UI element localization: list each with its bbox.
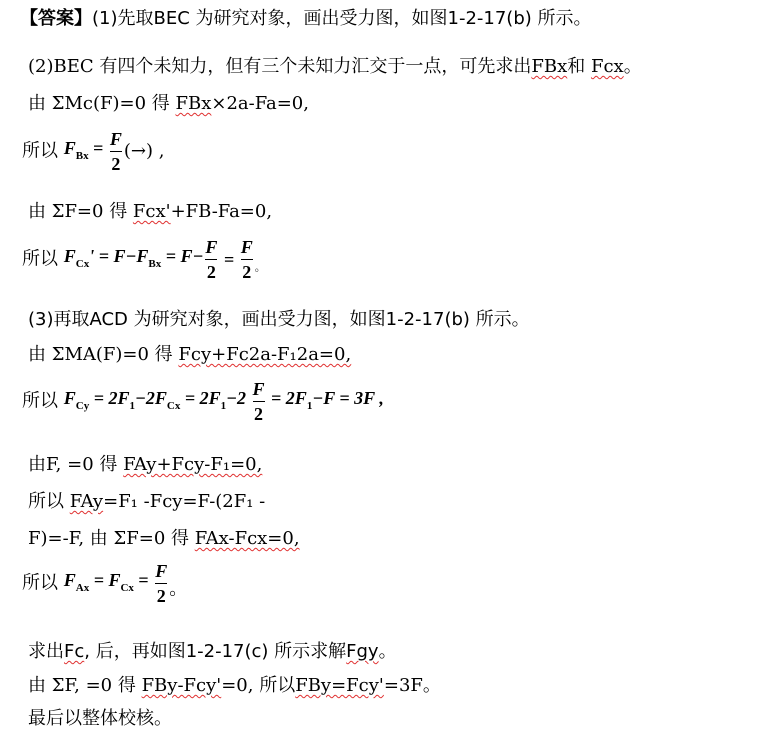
fraction-bar — [205, 259, 217, 260]
fbx-subscript: Bx — [148, 257, 162, 270]
answer-heading-line — [20, 7, 592, 31]
expr-part: = F− — [161, 245, 204, 266]
fbx-term: FBx — [531, 56, 568, 77]
fgy-line — [28, 640, 397, 664]
so-text: 所以 — [22, 248, 64, 270]
fgy-middle: , 后，再如图1-2-17(c) 所示求解 — [84, 641, 347, 662]
final-check-line — [28, 707, 172, 731]
fraction — [155, 560, 167, 607]
fraction-bar — [110, 151, 122, 152]
fay-term: FAy — [69, 491, 104, 512]
fraction-denominator: 2 — [242, 262, 252, 282]
force-eq-line — [28, 200, 272, 224]
period: 。 — [169, 578, 188, 600]
expr-part: −2 — [226, 387, 251, 408]
fcx-prime-term: Fcx' — [132, 201, 171, 222]
fcy-subscript: Cy — [75, 399, 90, 412]
fraction-numerator: F — [109, 129, 122, 149]
step3-line — [28, 308, 530, 332]
fcx-subscript: Cx — [120, 581, 134, 594]
force-eq-rest: +FB-Fa=0, — [170, 201, 273, 222]
direction-text: (→) , — [123, 140, 165, 162]
expr-part: ' = F−F — [89, 245, 149, 266]
fraction-denominator: 2 — [111, 154, 121, 174]
fax-eq-body: FAx-Fcx=0, — [194, 528, 300, 549]
fbx-subscript: Bx — [75, 149, 89, 162]
ma-eq-prefix: 由 ΣMA(F)=0 得 — [28, 344, 179, 365]
period: 。 — [623, 56, 642, 77]
subscript: 1 — [306, 399, 313, 412]
expr-part: = 2F — [180, 387, 221, 408]
fbx-symbol: F — [63, 137, 76, 158]
step2-line — [28, 55, 642, 79]
fraction-bar — [241, 259, 253, 260]
fraction — [253, 378, 265, 425]
so-text: 所以 — [28, 491, 70, 512]
force-eq-prefix: 由 ΣF=0 得 — [28, 201, 133, 222]
fay-eq-body: FAy+Fcy-F₁=0, — [123, 454, 263, 475]
fby-end: =3F。 — [383, 675, 441, 696]
fay-result-rest: =F₁ -Fcy=F-(2F₁ - — [103, 491, 266, 512]
ma-eq-line — [28, 343, 351, 367]
fby-line — [28, 674, 441, 698]
period: 。 — [378, 641, 397, 662]
fax-result-line — [22, 560, 187, 612]
fby-middle: =0, 所以 — [221, 675, 296, 696]
fraction-denominator: 2 — [254, 404, 264, 424]
fby-result: FBy=Fcy' — [295, 675, 384, 696]
so-text: 所以 — [22, 390, 64, 412]
expr-part: = F — [89, 569, 121, 590]
final-check-text: 最后以整体校核。 — [28, 708, 172, 729]
fay-eq-prefix: 由F, =0 得 — [28, 454, 124, 475]
fbx-result-line — [22, 128, 164, 180]
so-text: 所以 — [22, 140, 64, 162]
ma-eq-body: Fcy+Fc2a-F₁2a=0, — [178, 344, 352, 365]
expr-part: −F = 3F , — [312, 387, 384, 408]
subscript: Cx — [166, 399, 181, 412]
step2-text: (2)BEC 有四个未知力，但有三个未知力汇交于一点，可先求出 — [28, 56, 532, 77]
answer-label: 【答案】 — [20, 8, 92, 29]
fraction-numerator: F — [155, 561, 168, 581]
moment-eq-rest: ×2a-Fa=0, — [211, 93, 309, 114]
fraction-numerator: F — [252, 379, 265, 399]
period: 。 — [254, 260, 266, 274]
fgy-term: Fgy — [346, 641, 379, 662]
moment-eq-prefix: 由 ΣMc(F)=0 得 — [28, 93, 176, 114]
equals: = — [219, 249, 239, 270]
fby-eq: FBy-Fcy' — [141, 675, 222, 696]
step3-text: (3)再取ACD 为研究对象，画出受力图，如图1-2-17(b) 所示。 — [28, 309, 530, 330]
subscript: 1 — [220, 399, 227, 412]
equals: = — [133, 569, 154, 590]
fcy-symbol: F — [63, 387, 76, 408]
fax-eq-line — [28, 527, 300, 551]
fax-eq-prefix: F)=-F, 由 ΣF=0 得 — [28, 528, 195, 549]
fraction-numerator: F — [205, 237, 218, 257]
fraction-bar — [253, 401, 265, 402]
expr-part: = 2F — [266, 387, 307, 408]
and-text: 和 — [567, 56, 591, 77]
fax-symbol: F — [63, 569, 76, 590]
step1-text: (1)先取BEC 为研究对象，画出受力图，如图1-2-17(b) 所示。 — [92, 8, 592, 29]
fby-prefix: 由 ΣF, =0 得 — [28, 675, 142, 696]
moment-eq-line — [28, 92, 309, 116]
fcx-term: Fcx — [590, 56, 624, 77]
fc-term: Fc — [64, 641, 85, 662]
so-text: 所以 — [22, 572, 64, 594]
equals: = — [88, 137, 108, 158]
fraction — [241, 236, 253, 283]
fay-eq-line — [28, 453, 262, 477]
fgy-prefix: 求出 — [28, 641, 64, 662]
subscript: 1 — [129, 399, 135, 412]
moment-eq-fbx: FBx — [175, 93, 212, 114]
fcx-result-line — [22, 236, 266, 288]
fay-result-line — [28, 490, 265, 514]
fraction-denominator: 2 — [156, 586, 166, 606]
fax-subscript: Ax — [75, 581, 90, 594]
fraction-bar — [155, 583, 167, 584]
fraction — [205, 236, 217, 283]
fraction — [110, 128, 122, 175]
expr-part: −2F — [134, 387, 167, 408]
expr-part: = 2F — [89, 387, 130, 408]
fcy-result-line — [22, 378, 384, 430]
fraction-numerator: F — [240, 237, 253, 257]
fraction-denominator: 2 — [206, 262, 216, 282]
fcx-subscript: Cx — [75, 257, 90, 270]
fcx-symbol: F — [63, 245, 76, 266]
